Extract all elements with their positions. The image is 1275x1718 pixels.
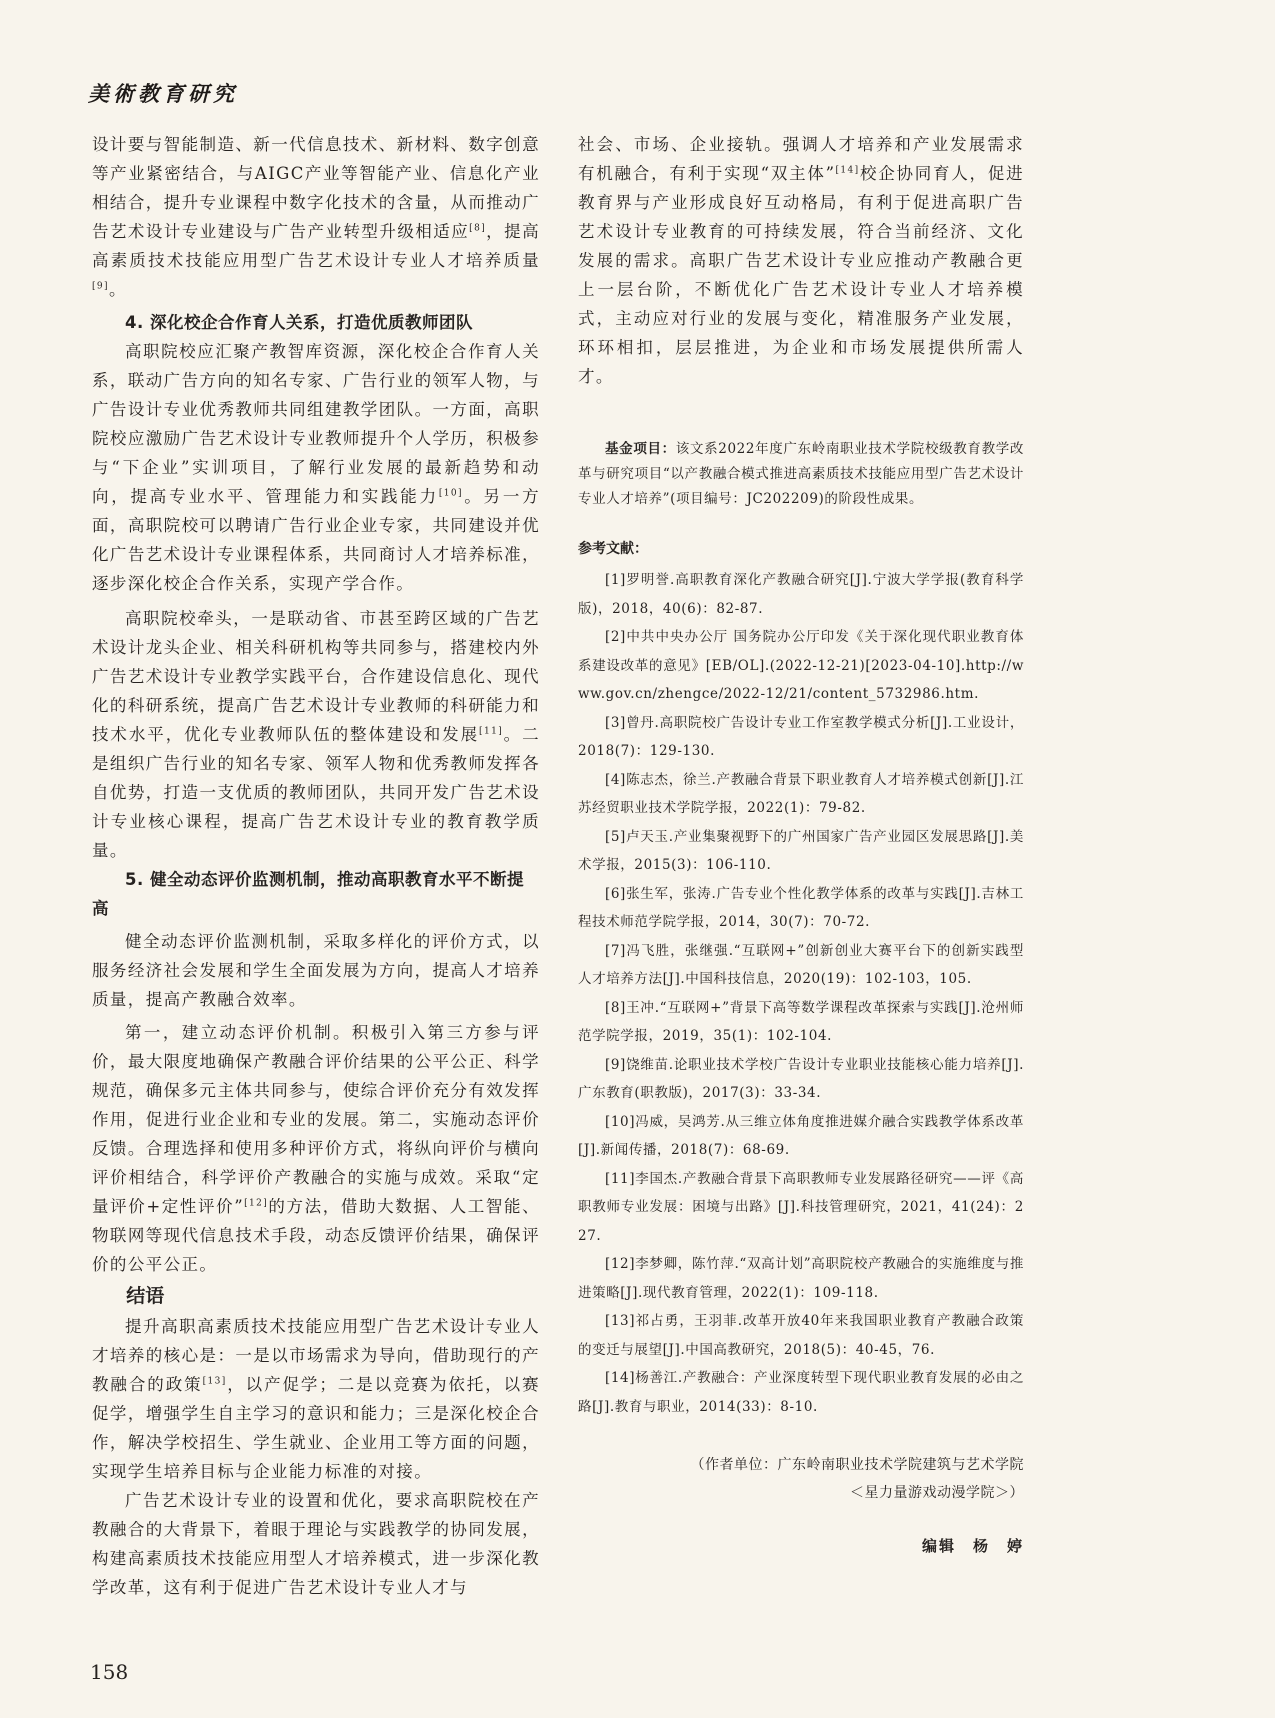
reference-item: [7]冯飞胜，张继强.“互联网+”创新创业大赛平台下的创新实践型人才培养方法[J].中国科技信息，2020(19)：102-103，105. — [578, 942, 1024, 987]
reference-item: [14]杨善江.产教融合：产业深度转型下现代职业教育发展的必由之路[J].教育与职业，2014(33)：8-10. — [578, 1370, 1024, 1415]
paragraph: 高职院校牵头，一是联动省、市甚至跨区域的广告艺术设计龙头企业、相关科研机构等共同参与，搭建校内外广告艺术设计专业教学实践平台，合作建设信息化、现代化的科研系统，提高广告艺术设计专业教师的科研能力和技术水平，优化专业教师队伍的整体建设和发展[11]。二是组织广告行业的知名专家、领军人物和优秀教师发挥各自优势，打造一支优质的教师团队，共同开发广告艺术设计专业核心课程，提高广告艺术设计专业的教育教学质量。 — [92, 609, 540, 860]
references-list — [578, 566, 1024, 1421]
reference-item: [10]冯威，吴鸿芳.从三维立体角度推进媒介融合实践教学体系改革[J].新闻传播，2018(7)：68-69. — [578, 1113, 1024, 1158]
reference-item: [4]陈志杰，徐兰.产教融合背景下职业教育人才培养模式创新[J].江苏经贸职业技术学院学报，2022(1)：79-82. — [578, 771, 1024, 816]
reference-item: [5]卢天玉.产业集聚视野下的广州国家广告产业园区发展思路[J].美术学报，2015(3)：106-110. — [578, 828, 1024, 873]
paragraph: 设计要与智能制造、新一代信息技术、新材料、数字创意等产业紧密结合，与AIGC产业等智能产业、信息化产业相结合，提升专业课程中数字化技术的含量，从而推动广告艺术设计专业建设与广告产业转型升级相适应[8]，提高高素质技术技能应用型广告艺术设计专业人才培养质量[9]。 — [92, 135, 541, 299]
section-heading-4: 4. 深化校企合作育人关系，打造优质教师团队 — [125, 313, 473, 332]
paragraph: 第一，建立动态评价机制。积极引入第三方参与评价，最大限度地确保产教融合评价结果的公平公正、科学规范，确保多元主体共同参与，使综合评价充分有效发挥作用，促进行业企业和专业的发展。第二，实施动态评价反馈。合理选择和使用多种评价方式，将纵向评价与横向评价相结合，科学评价产教融合的实施与成效。采取“定量评价+定性评价”[12]的方法，借助大数据、人工智能、物联网等现代信息技术手段，动态反馈评价结果，确保评价的公平公正。 — [92, 1023, 540, 1274]
reference-item: [2]中共中央办公厅 国务院办公厅印发《关于深化现代职业教育体系建设改革的意见》[EB/OL].(2022-12-21)[2023-04-10].http://www.gov.cn/zhengce/2022-12/21/content_5732986.htm. — [578, 629, 1024, 702]
reference-item: [12]李梦卿，陈竹萍.“双高计划”高职院校产教融合的实施维度与推进策略[J].现代教育管理，2022(1)：109-118. — [578, 1256, 1024, 1301]
fund-label: 基金项目： — [605, 441, 676, 457]
reference-item: [8]王冲.“互联网+”背景下高等数学课程改革探索与实践[J].沧州师范学院学报，2019，35(1)：102-104. — [578, 999, 1024, 1044]
conclusion-heading: 结语 — [126, 1285, 165, 1307]
reference-item: [6]张生军，张涛.广告专业个性化教学体系的改革与实践[J].吉林工程技术师范学院学报，2014，30(7)：70-72. — [578, 885, 1024, 930]
fund-text: 该文系2022年度广东岭南职业技术学院校级教育教学改革与研究项目“以产教融合模式推进高素质技术技能应用型广告艺术设计专业人才培养”(项目编号：JC202209)的阶段性成果。 — [578, 441, 1025, 507]
reference-item: [13]祁占勇，王羽菲.改革开放40年来我国职业教育产教融合政策的变迁与展望[J].中国高教研究，2018(5)：40-45，76. — [578, 1313, 1024, 1358]
author-affiliation: （作者单位：广东岭南职业技术学院建筑与艺术学院 ＜星力量游戏动漫学院＞） — [690, 1457, 1024, 1501]
page-number: 158 — [90, 1660, 129, 1684]
fund-note — [578, 437, 1024, 512]
journal-title: 美術教育研究 — [88, 81, 238, 106]
paragraph: 广告艺术设计专业的设置和优化，要求高职院校在产教融合的大背景下，着眼于理论与实践教学的协同发展，构建高素质技术技能应用型人才培养模式，进一步深化教学改革，这有利于促进广告艺术设计专业人才与 — [92, 1491, 540, 1597]
references-heading: 参考文献： — [578, 541, 648, 557]
section-heading-5: 5. 健全动态评价监测机制，推动高职教育水平不断提高 — [92, 870, 524, 918]
right-column — [578, 130, 1024, 1556]
left-column — [92, 130, 540, 1602]
editor-credit: 编辑 杨 婷 — [921, 1537, 1024, 1555]
paragraph: 健全动态评价监测机制，采取多样化的评价方式，以服务经济社会发展和学生全面发展为方向，提高人才培养质量，提高产教融合效率。 — [92, 932, 540, 1009]
paragraph: 高职院校应汇聚产教智库资源，深化校企合作育人关系，联动广告方向的知名专家、广告行业的领军人物，与广告设计专业优秀教师共同组建教学团队。一方面，高职院校应激励广告艺术设计专业教师提升个人学历，积极参与“下企业”实训项目，了解行业发展的最新趋势和动向，提高专业水平、管理能力和实践能力[10]。另一方面，高职院校可以聘请广告行业企业专家，共同建设并优化广告艺术设计专业课程体系，共同商讨人才培养标准，逐步深化校企合作关系，实现产学合作。 — [92, 342, 540, 593]
reference-item: [11]李国杰.产教融合背景下高职教师专业发展路径研究——评《高职教师专业发展：困境与出路》[J].科技管理研究，2021，41(24)：227. — [578, 1170, 1024, 1244]
paragraph: 提升高职高素质技术技能应用型广告艺术设计专业人才培养的核心是：一是以市场需求为导向，借助现行的产教融合的政策[13]，以产促学；二是以竞赛为依托，以赛促学，增强学生自主学习的意识和能力；三是深化校企合作，解决学校招生、学生就业、企业用工等方面的问题，实现学生培养目标与企业能力标准的对接。 — [92, 1317, 540, 1481]
reference-item: [3]曾丹.高职院校广告设计专业工作室教学模式分析[J].工业设计，2018(7)：129-130. — [578, 714, 1024, 759]
paragraph: 社会、市场、企业接轨。强调人才培养和产业发展需求有机融合，有利于实现“双主体”[14]校企协同育人，促进教育界与产业形成良好互动格局，有利于促进高职广告艺术设计专业教育的可持续发展，符合当前经济、文化发展的需求。高职广告艺术设计专业应推动产教融合更上一层台阶，不断优化广告艺术设计专业人才培养模式，主动应对行业的发展与变化，精准服务产业发展，环环相扣，层层推进，为企业和市场发展提供所需人才。 — [578, 135, 1024, 386]
reference-item: [1]罗明誉.高职教育深化产教融合研究[J].宁波大学学报(教育科学版)，2018，40(6)：82-87. — [578, 572, 1024, 617]
reference-item: [9]饶维苗.论职业技术学校广告设计专业职业技能核心能力培养[J].广东教育(职教版)，2017(3)：33-34. — [578, 1056, 1024, 1101]
